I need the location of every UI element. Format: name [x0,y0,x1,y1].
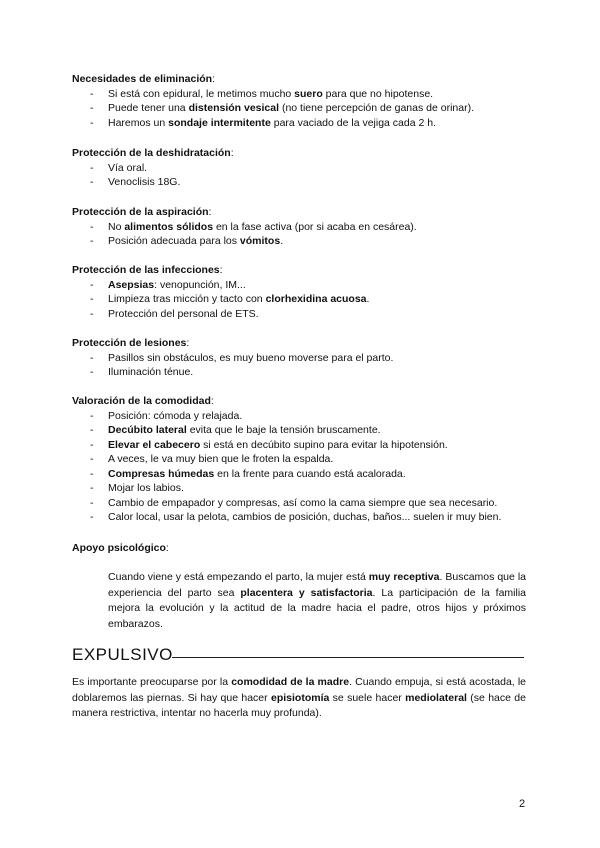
bullet-list [72,87,532,131]
bullet-list [72,161,532,190]
section-proteccion-lesiones [72,336,532,380]
list-item: - No alimentos sólidos en la fase activa (por si acaba en cesárea). [90,220,417,233]
list-item: - Limpieza tras micción y tacto con clorhexidina acuosa. [90,293,370,305]
list-item: - Protección del personal de ETS. [90,307,259,320]
list-item: - Decúbito lateral evita que le baje la tensión bruscamente. [90,424,381,436]
section-heading: Protección de lesiones: [72,337,190,349]
section-apoyo-psicologico [72,541,532,556]
bullet-list [72,409,532,525]
expulsivo-header [72,644,524,668]
section-necesidades-eliminacion [72,72,532,130]
list-item: - Calor local, usar la pelota, cambios de posición, duchas, baños... suelen ir muy bien. [90,511,502,523]
list-item: - Cambio de empapador y compresas, así como la cama siempre que sea necesario. [90,496,498,509]
section-proteccion-deshidratacion [72,146,532,190]
bullet-list [72,220,532,249]
section-proteccion-aspiracion [72,205,532,249]
list-item: - Puede tener una distensión vesical (no tiene percepción de ganas de orinar). [90,102,475,114]
expulsivo-title: EXPULSIVO [72,645,173,664]
list-item: - Vía oral. [90,161,148,174]
section-heading: Necesidades de eliminación: [72,73,215,85]
list-item: - Si está con epidural, le metimos mucho suero para que no hipotense. [90,87,434,100]
list-item: - Mojar los labios. [90,482,184,494]
section-heading: Protección de la aspiración: [72,206,212,218]
bullet-list [72,278,532,322]
list-item: - Iluminación ténue. [90,366,194,378]
section-heading: Apoyo psicológico: [72,542,169,554]
section-heading: Protección de las infecciones: [72,264,223,276]
list-item: - Haremos un sondaje intermitente para vaciado de la vejiga cada 2 h. [90,116,437,129]
page-number: 2 [519,798,526,810]
section-heading: Valoración de la comodidad: [72,395,214,407]
list-item: - A veces, le va muy bien que le froten la espalda. [90,453,334,465]
bullet-list [72,351,532,380]
heading-rule [172,657,524,658]
expulsivo-paragraph: Es importante preocuparse por la comodidad de la madre. Cuando empuja, si está acostada, le doblaremos las piernas. Si hay que hacer episiotomía se suele hacer mediolateral (se hace de manera restrictiva, intentar no hacerla muy profunda). [72,676,526,719]
section-heading: Protección de la deshidratación: [72,147,234,159]
list-item: - Asepsias: venopunción, IM... [90,278,246,291]
list-item: - Pasillos sin obstáculos, es muy bueno moverse para el parto. [90,351,394,364]
list-item: - Venoclisis 18G. [90,176,181,188]
section-valoracion-comodidad [72,394,532,525]
section-proteccion-infecciones [72,263,532,321]
list-item: - Elevar el cabecero si está en decúbito supino para evitar la hipotensión. [90,438,448,451]
apoyo-paragraph: Cuando viene y está empezando el parto, la mujer está muy receptiva. Buscamos que la experiencia del parto sea placentera y satisfactoria. La participación de la familia mejora la evolución y la actitud de la madre hacia el padre, otros hijos y próximos embarazos. [108,571,527,630]
list-item: - Compresas húmedas en la frente para cuando está acalorada. [90,467,406,480]
list-item: - Posición adecuada para los vómitos. [90,235,284,247]
list-item: - Posición: cómoda y relajada. [90,409,243,422]
